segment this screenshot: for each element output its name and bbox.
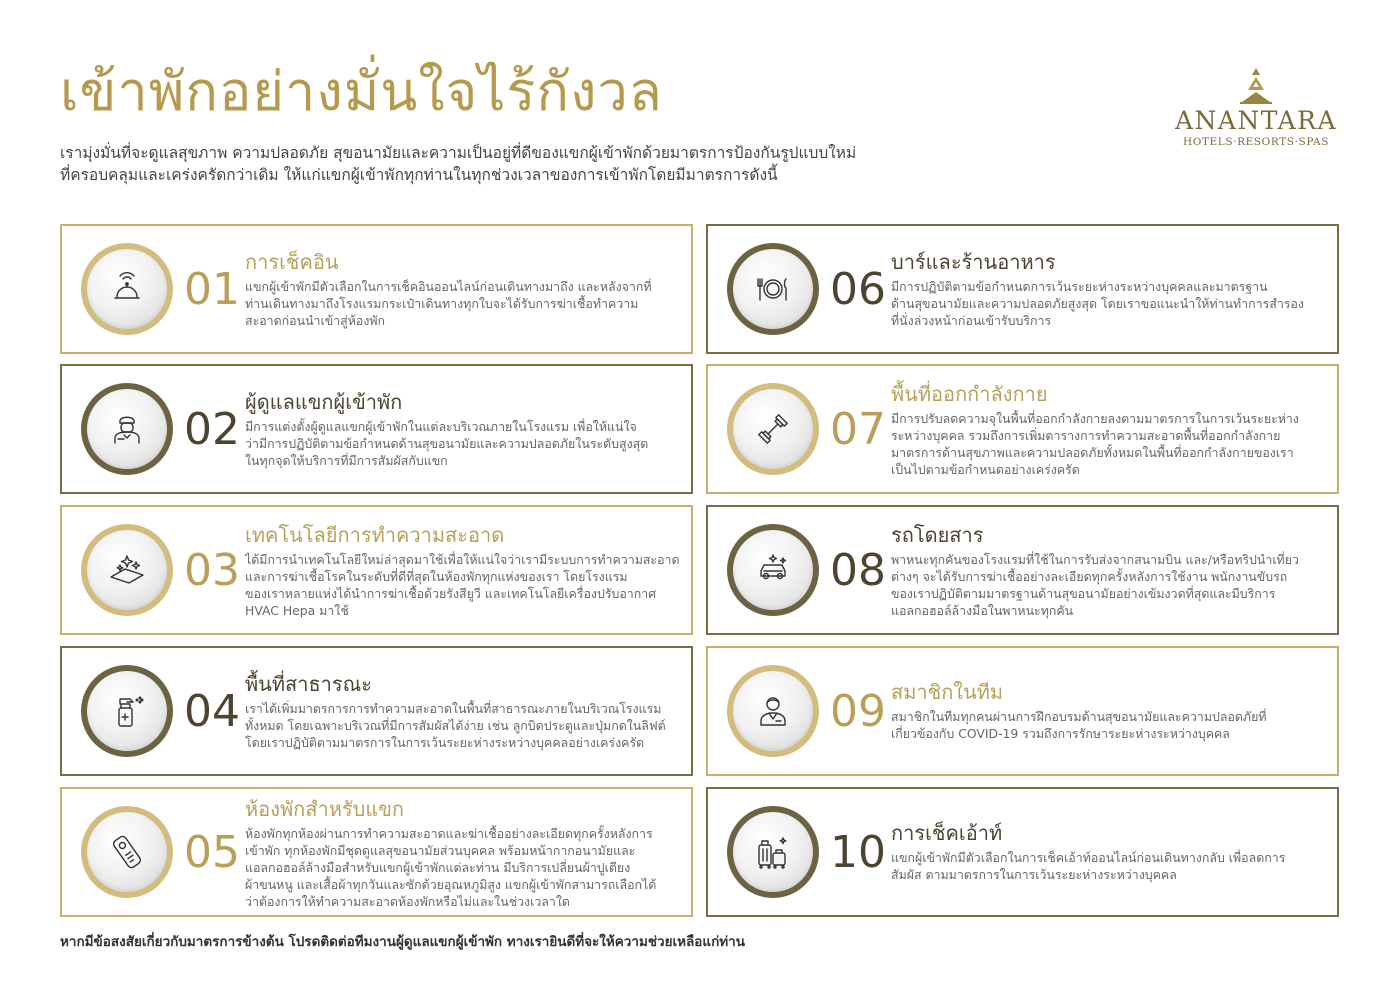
reception-bell-icon — [107, 269, 147, 309]
card-description-line: ผ้าขนหนู และเสื้อผ้าทุกวันและซักด้วยอุณหภูมิสูง แขกผู้เข้าพักสามารถเลือกได้ — [245, 877, 657, 892]
intro-line: เรามุ่งมั่นที่จะดูแลสุขภาพ ความปลอดภัย สุขอนามัยและความเป็นอยู่ที่ดีของแขกผู้เข้าพักด้วยมาตรการป้องกันรูปแบบใหม่ — [60, 144, 857, 162]
card-badge — [81, 806, 173, 898]
card-description-line: HVAC Hepa มาใช้ — [245, 603, 349, 618]
card-description-line: แขกผู้เข้าพักมีตัวเลือกในการเช็คอินออนไลน์ก่อนเดินทางมาถึง และหลังจากที่ — [245, 279, 652, 294]
card-title: ผู้ดูแลแขกผู้เข้าพัก — [245, 390, 403, 414]
card-title: การเช็คเอ้าท์ — [891, 821, 1003, 845]
card-description — [891, 551, 1331, 619]
car-icon — [753, 550, 793, 590]
logo-tagline: HOTELS·RESORTS·SPAS — [1182, 136, 1330, 148]
card-title: บาร์และร้านอาหาร — [891, 250, 1056, 274]
card-description-line: ท่านเดินทางมาถึงโรงแรมกระเป๋าเดินทางทุกใบจะได้รับการฆ่าเชื้อทำความ — [245, 296, 639, 311]
card-badge — [81, 665, 173, 757]
card-description-line: ว่าต้องการให้ทำความสะอาดห้องพักหรือไม่และในช่วงเวลาใด — [245, 894, 570, 909]
plate-cutlery-icon — [753, 269, 793, 309]
card-description-line: เกี่ยวข้องกับ COVID-19 รวมถึงการรักษาระยะห่างระหว่างบุคคล — [891, 726, 1230, 741]
card-description-line: มีการแต่งตั้งผู้ดูแลแขกผู้เข้าพักในแต่ละบริเวณภายในโรงแรม เพื่อให้แน่ใจ — [245, 419, 637, 434]
card-description-line: สมาชิกในทีมทุกคนผ่านการฝึกอบรมด้านสุขอนามัยและความปลอดภัยที่ — [891, 709, 1267, 724]
measure-card-03 — [60, 505, 693, 635]
card-title: รถโดยสาร — [891, 523, 984, 547]
card-description-line: สะอาดก่อนนำเข้าสู่ห้องพัก — [245, 313, 386, 328]
measure-card-04 — [60, 646, 693, 776]
card-number: 04 — [184, 686, 240, 737]
card-number: 03 — [184, 545, 240, 596]
intro-line: ที่ครอบคลุมและเคร่งครัดกว่าเดิม ให้แก่แขกผู้เข้าพักทุกท่านในทุกช่วงเวลาของการเข้าพักโดยมีมาตรการดังนี้ — [60, 166, 778, 184]
staff-icon — [107, 409, 147, 449]
card-description-line: โดยเราปฏิบัติตามมาตรการในการเว้นระยะห่างระหว่างบุคคลอย่างเคร่งครัด — [245, 735, 645, 750]
door-hanger-icon — [107, 832, 147, 872]
card-badge — [727, 243, 819, 335]
card-description-line: มีการปฏิบัติตามข้อกำหนดการเว้นระยะห่างระหว่างบุคคลและมาตรฐาน — [891, 279, 1268, 294]
measure-card-10 — [706, 787, 1339, 917]
card-title: ห้องพักสำหรับแขก — [245, 797, 404, 821]
card-title: พื้นที่ออกกำลังกาย — [891, 382, 1048, 406]
card-number: 08 — [830, 545, 886, 596]
page-title: เข้าพักอย่างมั่นใจไร้กังวล — [60, 60, 663, 123]
team-member-icon — [753, 691, 793, 731]
card-badge — [727, 383, 819, 475]
card-description-line: ว่ามีการปฏิบัติตามข้อกำหนดด้านสุขอนามัยและความปลอดภัยในระดับสูงสุด — [245, 436, 649, 451]
card-description-line: ห้องพักทุกห้องผ่านการทำความสะอาดและฆ่าเชื้ออย่างละเอียดทุกครั้งหลังการ — [245, 826, 653, 841]
card-description — [891, 708, 1331, 742]
card-description — [245, 825, 685, 910]
card-number: 07 — [830, 404, 886, 455]
card-description-line: ระหว่างบุคคล รวมถึงการเพิ่มตารางการทำความสะอาดพื้นที่ออกกำลังกาย — [891, 428, 1281, 443]
card-description-line: ทั้งหมด โดยเฉพาะบริเวณที่มีการสัมผัสได้ง่าย เช่น ลูกบิดประตูและปุ่มกดในลิฟต์ — [245, 718, 666, 733]
card-badge — [81, 383, 173, 475]
card-description-line: เราได้เพิ่มมาตรการการทำความสะอาดในพื้นที่สาธารณะภายในบริเวณโรงแรม — [245, 701, 662, 716]
measure-card-08 — [706, 505, 1339, 635]
anantara-logo — [1170, 66, 1342, 148]
card-title: พื้นที่สาธารณะ — [245, 672, 372, 696]
card-description — [245, 278, 685, 329]
card-description-line: สัมผัส ตามมาตรการในการเว้นระยะห่างระหว่างบุคคล — [891, 867, 1177, 882]
measure-card-05 — [60, 787, 693, 917]
card-badge — [81, 243, 173, 335]
card-title: สมาชิกในทีม — [891, 680, 1004, 704]
measure-card-02 — [60, 364, 693, 494]
measure-card-07 — [706, 364, 1339, 494]
card-description-line: ในทุกจุดให้บริการที่มีการสัมผัสกับแขก — [245, 453, 448, 468]
card-number: 09 — [830, 686, 886, 737]
card-description-line: พาหนะทุกคันของโรงแรมที่ใช้ในการรับส่งจากสนามบิน และ/หรือทริปนำเที่ยว — [891, 552, 1299, 567]
luggage-icon — [753, 832, 793, 872]
card-description-line: มาตรการด้านสุขภาพและความปลอดภัยทั้งหมดในพื้นที่ออกกำลังกายของเรา — [891, 445, 1294, 460]
card-description-line: ต่างๆ จะได้รับการฆ่าเชื้ออย่างละเอียดทุกครั้งหลังการใช้งาน พนักงานขับรถ — [891, 569, 1288, 584]
measure-card-09 — [706, 646, 1339, 776]
card-description-line: เป็นไปตามข้อกำหนดอย่างเคร่งครัด — [891, 462, 1080, 477]
card-badge — [727, 665, 819, 757]
card-number: 06 — [830, 264, 886, 315]
card-badge — [81, 524, 173, 616]
card-description-line: และการฆ่าเชื้อโรคในระดับที่ดีที่สุดในห้องพักทุกแห่งของเรา โดยโรงแรม — [245, 569, 628, 584]
card-title: การเช็คอิน — [245, 250, 339, 274]
card-badge — [727, 806, 819, 898]
card-description-line: ของเราหลายแห่งได้นำการฆ่าเชื้อด้วยรังสียูวี และเทคโนโลยีเครื่องปรับอากาศ — [245, 586, 657, 601]
card-description-line: แขกผู้เข้าพักมีตัวเลือกในการเช็คเอ้าท์ออนไลน์ก่อนเดินทางกลับ เพื่อลดการ — [891, 850, 1286, 865]
spray-bottle-icon — [107, 691, 147, 731]
card-description-line: มีการปรับลดความจุในพื้นที่ออกกำลังกายลงตามมาตรการในการเว้นระยะห่าง — [891, 411, 1299, 426]
card-description-line: แอลกอฮอล์ล้างมือในพาหนะทุกคัน — [891, 603, 1074, 618]
intro-text — [60, 142, 940, 186]
measure-card-01 — [60, 224, 693, 354]
footer-note: หากมีข้อสงสัยเกี่ยวกับมาตรการข้างต้น โปรดติดต่อทีมงานผู้ดูแลแขกผู้เข้าพัก ทางเรายินดีที่จะให้ความช่วยเหลือแก่ท่าน — [60, 934, 745, 950]
card-description-line: ของเราปฏิบัติตามมาตรฐานด้านสุขอนามัยอย่างเข้มงวดที่สุดและมีบริการ — [891, 586, 1276, 601]
dumbbell-icon — [753, 409, 793, 449]
card-number: 05 — [184, 827, 240, 878]
measure-card-06 — [706, 224, 1339, 354]
card-description-line: เข้าพัก ทุกห้องพักมีชุดดูแลสุขอนามัยส่วนบุคคล พร้อมหน้ากากอนามัยและ — [245, 843, 636, 858]
card-number: 10 — [830, 827, 886, 878]
card-number: 02 — [184, 404, 240, 455]
logo-name: ANANTARA — [1174, 106, 1338, 135]
card-description — [245, 700, 685, 751]
card-badge — [727, 524, 819, 616]
card-description-line: แอลกอฮอล์ล้างมือสำหรับแขกผู้เข้าพักแต่ละท่าน มีบริการเปลี่ยนผ้าปูเตียง — [245, 860, 631, 875]
card-title: เทคโนโลยีการทำความสะอาด — [245, 523, 505, 547]
card-description-line: ได้มีการนำเทคโนโลยีใหม่ล่าสุดมาใช้เพื่อให้แน่ใจว่าเรามีระบบการทำความสะอาด — [245, 552, 680, 567]
card-description — [245, 418, 685, 469]
logo-triangle-icon — [1236, 66, 1276, 104]
card-description-line: ที่นั่งล่วงหน้าก่อนเข้ารับบริการ — [891, 313, 1052, 328]
card-description — [891, 278, 1331, 329]
card-description — [891, 849, 1331, 883]
card-number: 01 — [184, 264, 240, 315]
card-description-line: ด้านสุขอนามัยและความปลอดภัยสูงสุด โดยเราขอแนะนำให้ท่านทำการสำรอง — [891, 296, 1304, 311]
sparkle-cleaning-icon — [107, 550, 147, 590]
card-description — [245, 551, 685, 619]
card-description — [891, 410, 1331, 478]
